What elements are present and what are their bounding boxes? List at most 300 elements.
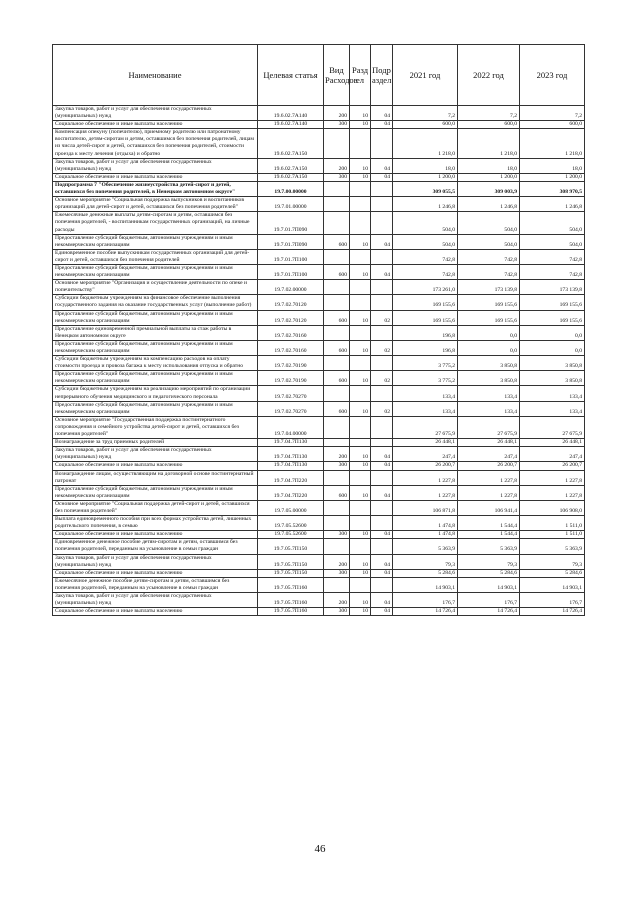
cell-section: 10 xyxy=(350,608,371,616)
cell-2021: 3 775,2 xyxy=(393,371,458,386)
cell-name: Компенсация опекуну (попечителю), приемному родителю или патронатному воспитателю, детям-сиротам и детям, оставшимся без попечения родителей, лицам из числа детей-сирот и детей, оставшихся без попечения родителей, стоимости проезда к месту лечения (отдыха) и обратно xyxy=(53,129,258,158)
cell-kind xyxy=(324,197,350,212)
cell-kind: 600 xyxy=(324,371,350,386)
cell-2022: 600,0 xyxy=(458,121,520,129)
cell-section: 10 xyxy=(350,234,371,249)
cell-name: Закупка товаров, работ и услуг для обеспечения государственных (муниципальных) нужд xyxy=(53,447,258,462)
cell-target: 19.6.02.7А140 xyxy=(258,121,324,129)
cell-subsection xyxy=(371,181,393,196)
table-row xyxy=(53,173,585,181)
cell-2021: 742,8 xyxy=(393,249,458,264)
cell-name: Основное мероприятие "Социальная поддержка выпускников и воспитанников организаций для детей-сирот и детей, оставшихся без попечения родителей" xyxy=(53,197,258,212)
table-row xyxy=(53,249,585,264)
cell-target: 19.7.02.70190 xyxy=(258,371,324,386)
cell-target: 19.7.04.7П130 xyxy=(258,439,324,447)
cell-2023: 1 200,0 xyxy=(520,173,585,181)
cell-2023: 26 200,7 xyxy=(520,462,585,470)
cell-kind: 200 xyxy=(324,106,350,121)
cell-2023: 504,0 xyxy=(520,212,585,234)
table-row xyxy=(53,439,585,447)
header-subsection: Подр аздел xyxy=(371,45,393,106)
cell-subsection xyxy=(371,129,393,158)
table-row xyxy=(53,470,585,485)
table-row xyxy=(53,577,585,592)
cell-2021: 26 200,7 xyxy=(393,462,458,470)
cell-name: Основное мероприятие "Социальная поддержка детей-сирот и детей, оставшихся без попечения родителей" xyxy=(53,500,258,515)
cell-kind xyxy=(324,295,350,310)
cell-2022: 1 227,8 xyxy=(458,485,520,500)
cell-section: 10 xyxy=(350,371,371,386)
cell-2022: 1 218,0 xyxy=(458,129,520,158)
cell-kind: 200 xyxy=(324,593,350,608)
cell-target: 19.7.02.70120 xyxy=(258,310,324,325)
cell-section xyxy=(350,295,371,310)
cell-kind: 600 xyxy=(324,264,350,279)
cell-2023: 1 227,8 xyxy=(520,485,585,500)
cell-2021: 7,2 xyxy=(393,106,458,121)
table-row xyxy=(53,593,585,608)
cell-target: 19.7.01.7П090 xyxy=(258,234,324,249)
cell-name: Выплата единовременного пособия при всех формах устройства детей, лишенных родительского попечения, в семью xyxy=(53,516,258,531)
cell-subsection: 02 xyxy=(371,371,393,386)
cell-section: 10 xyxy=(350,447,371,462)
cell-2023: 5 363,9 xyxy=(520,539,585,554)
cell-2021: 27 675,9 xyxy=(393,416,458,438)
cell-2021: 309 055,5 xyxy=(393,181,458,196)
header-2022: 2022 год xyxy=(458,45,520,106)
cell-2022: 1 200,0 xyxy=(458,173,520,181)
cell-2023: 133,4 xyxy=(520,386,585,401)
cell-target: 19.7.02.00000 xyxy=(258,280,324,295)
cell-name: Социальное обеспечение и иные выплаты населению xyxy=(53,462,258,470)
cell-2021: 176,7 xyxy=(393,593,458,608)
cell-kind: 200 xyxy=(324,554,350,569)
cell-2021: 14 726,4 xyxy=(393,608,458,616)
budget-table xyxy=(52,44,585,616)
cell-2021: 18,0 xyxy=(393,158,458,173)
cell-2023: 18,0 xyxy=(520,158,585,173)
table-row xyxy=(53,401,585,416)
cell-subsection xyxy=(371,295,393,310)
cell-2023: 1 227,8 xyxy=(520,470,585,485)
cell-2022: 106 941,4 xyxy=(458,500,520,515)
cell-kind xyxy=(324,516,350,531)
cell-name: Закупка товаров, работ и услуг для обеспечения государственных (муниципальных) нужд xyxy=(53,593,258,608)
cell-2023: 0,0 xyxy=(520,325,585,340)
cell-2023: 27 675,9 xyxy=(520,416,585,438)
cell-subsection xyxy=(371,516,393,531)
table-row xyxy=(53,539,585,554)
cell-kind: 300 xyxy=(324,531,350,539)
cell-subsection: 04 xyxy=(371,234,393,249)
cell-section: 10 xyxy=(350,340,371,355)
cell-section: 10 xyxy=(350,106,371,121)
cell-name: Предоставление единовременной премиальной выплаты за стаж работы в Ненецком автономном округе xyxy=(53,325,258,340)
cell-target: 19.7.04.7П130 xyxy=(258,447,324,462)
cell-2023: 169 155,6 xyxy=(520,295,585,310)
cell-name: Субсидии бюджетным учреждениям на финансовое обеспечение выполнения государственного задания на оказание государственных услуг (выполнение работ) xyxy=(53,295,258,310)
table-row xyxy=(53,462,585,470)
cell-2023: 600,0 xyxy=(520,121,585,129)
cell-subsection xyxy=(371,416,393,438)
cell-target: 19.7.01.00000 xyxy=(258,197,324,212)
cell-2021: 106 871,8 xyxy=(393,500,458,515)
cell-section: 10 xyxy=(350,173,371,181)
cell-section xyxy=(350,539,371,554)
cell-subsection: 04 xyxy=(371,531,393,539)
cell-name: Закупка товаров, работ и услуг для обеспечения государственных (муниципальных) нужд xyxy=(53,158,258,173)
cell-2022: 742,8 xyxy=(458,264,520,279)
table-row xyxy=(53,280,585,295)
cell-target: 19.7.05.7П150 xyxy=(258,554,324,569)
cell-2021: 504,0 xyxy=(393,234,458,249)
cell-2023: 504,0 xyxy=(520,234,585,249)
cell-2022: 247,4 xyxy=(458,447,520,462)
cell-2021: 26 448,1 xyxy=(393,439,458,447)
cell-target: 19.7.04.00000 xyxy=(258,416,324,438)
cell-subsection: 04 xyxy=(371,106,393,121)
cell-2022: 27 675,9 xyxy=(458,416,520,438)
cell-target: 19.6.02.7А150 xyxy=(258,129,324,158)
cell-kind xyxy=(324,249,350,264)
cell-2022: 5 363,9 xyxy=(458,539,520,554)
cell-section xyxy=(350,470,371,485)
cell-kind xyxy=(324,470,350,485)
cell-2023: 14 726,4 xyxy=(520,608,585,616)
budget-table-sheet xyxy=(52,44,584,616)
cell-section: 10 xyxy=(350,462,371,470)
cell-2023: 1 218,0 xyxy=(520,129,585,158)
cell-target: 19.7.04.7П220 xyxy=(258,485,324,500)
cell-2021: 79,3 xyxy=(393,554,458,569)
cell-name: Закупка товаров, работ и услуг для обеспечения государственных (муниципальных) нужд xyxy=(53,106,258,121)
cell-name: Социальное обеспечение и иные выплаты населению xyxy=(53,121,258,129)
cell-subsection xyxy=(371,386,393,401)
cell-subsection xyxy=(371,500,393,515)
cell-2022: 742,8 xyxy=(458,249,520,264)
cell-name: Основное мероприятие "Организация и осуществление деятельности по опеке и попечительству" xyxy=(53,280,258,295)
cell-kind: 600 xyxy=(324,401,350,416)
table-row xyxy=(53,516,585,531)
cell-2022: 133,4 xyxy=(458,401,520,416)
cell-2023: 1 511,0 xyxy=(520,516,585,531)
cell-2022: 309 003,9 xyxy=(458,181,520,196)
table-row xyxy=(53,121,585,129)
header-target: Целевая статья xyxy=(258,45,324,106)
cell-2021: 504,0 xyxy=(393,212,458,234)
cell-2023: 247,4 xyxy=(520,447,585,462)
table-row xyxy=(53,212,585,234)
cell-2021: 1 474,8 xyxy=(393,531,458,539)
cell-2022: 3 850,8 xyxy=(458,371,520,386)
cell-subsection xyxy=(371,197,393,212)
cell-2022: 133,4 xyxy=(458,386,520,401)
cell-section xyxy=(350,212,371,234)
cell-2021: 133,4 xyxy=(393,386,458,401)
cell-2022: 173 139,8 xyxy=(458,280,520,295)
cell-section: 10 xyxy=(350,158,371,173)
cell-target: 19.7.00.00000 xyxy=(258,181,324,196)
cell-name: Предоставление субсидий бюджетным, автономным учреждениям и иным некоммерческим организациям xyxy=(53,310,258,325)
cell-2021: 5 284,6 xyxy=(393,569,458,577)
cell-2021: 196,8 xyxy=(393,325,458,340)
cell-section xyxy=(350,325,371,340)
cell-target: 19.7.02.70160 xyxy=(258,340,324,355)
cell-2022: 7,2 xyxy=(458,106,520,121)
cell-target: 19.7.05.7П160 xyxy=(258,577,324,592)
cell-kind: 600 xyxy=(324,340,350,355)
cell-section xyxy=(350,500,371,515)
cell-name: Вознаграждение за труд приемных родителей xyxy=(53,439,258,447)
cell-2021: 247,4 xyxy=(393,447,458,462)
cell-target: 19.7.05.52600 xyxy=(258,531,324,539)
cell-2023: 308 970,5 xyxy=(520,181,585,196)
table-row xyxy=(53,356,585,371)
cell-subsection xyxy=(371,212,393,234)
cell-kind xyxy=(324,325,350,340)
cell-2023: 0,0 xyxy=(520,340,585,355)
table-row xyxy=(53,500,585,515)
cell-kind xyxy=(324,129,350,158)
cell-kind xyxy=(324,416,350,438)
cell-2022: 504,0 xyxy=(458,234,520,249)
cell-target: 19.7.01.7П090 xyxy=(258,212,324,234)
cell-section xyxy=(350,516,371,531)
cell-kind xyxy=(324,500,350,515)
cell-target: 19.6.02.7А150 xyxy=(258,158,324,173)
cell-name: Единовременное денежное пособие детям-сиротам и детям, оставшимся без попечения родителей, переданным на усыновление в семьи граждан xyxy=(53,539,258,554)
table-header xyxy=(53,45,585,106)
cell-target: 19.7.02.70120 xyxy=(258,295,324,310)
cell-section: 10 xyxy=(350,531,371,539)
table-row xyxy=(53,531,585,539)
header-2023: 2023 год xyxy=(520,45,585,106)
cell-subsection: 04 xyxy=(371,554,393,569)
cell-name: Вознаграждение лицам, осуществляющим на договорной основе постинтернатный патронат xyxy=(53,470,258,485)
cell-section xyxy=(350,197,371,212)
cell-kind: 300 xyxy=(324,608,350,616)
cell-name: Субсидии бюджетным учреждениям на компенсацию расходов на оплату стоимости проезда и провоза багажа к месту использования отпуска и обратно xyxy=(53,356,258,371)
cell-2021: 3 775,2 xyxy=(393,356,458,371)
table-body xyxy=(53,106,585,616)
cell-name: Закупка товаров, работ и услуг для обеспечения государственных (муниципальных) нужд xyxy=(53,554,258,569)
cell-name: Субсидии бюджетным учреждениям на реализацию мероприятий по организации непрерывного обучения медицинского и педагогического персонала xyxy=(53,386,258,401)
cell-kind xyxy=(324,386,350,401)
table-row xyxy=(53,106,585,121)
cell-2021: 742,8 xyxy=(393,264,458,279)
cell-2022: 26 448,1 xyxy=(458,439,520,447)
cell-kind: 200 xyxy=(324,158,350,173)
cell-kind xyxy=(324,356,350,371)
cell-target: 19.7.02.70270 xyxy=(258,386,324,401)
cell-section: 10 xyxy=(350,401,371,416)
page-number: 46 xyxy=(314,843,326,855)
cell-2023: 169 155,6 xyxy=(520,310,585,325)
table-row xyxy=(53,197,585,212)
cell-name: Предоставление субсидий бюджетным, автономным учреждениям и иным некоммерческим организациям xyxy=(53,485,258,500)
cell-section: 10 xyxy=(350,121,371,129)
cell-subsection: 02 xyxy=(371,340,393,355)
cell-subsection: 04 xyxy=(371,608,393,616)
cell-section xyxy=(350,416,371,438)
cell-2022: 1 544,4 xyxy=(458,531,520,539)
cell-name: Предоставление субсидий бюджетным, автономным учреждениям и иным некоммерческим организациям xyxy=(53,340,258,355)
cell-2022: 176,7 xyxy=(458,593,520,608)
header-kind: Вид Расходов xyxy=(324,45,350,106)
cell-target: 19.7.01.7П100 xyxy=(258,264,324,279)
cell-target: 19.6.02.7А140 xyxy=(258,106,324,121)
cell-2021: 1 246,8 xyxy=(393,197,458,212)
table-row xyxy=(53,371,585,386)
cell-2023: 1 246,8 xyxy=(520,197,585,212)
cell-target: 19.7.05.7П150 xyxy=(258,569,324,577)
cell-2021: 133,4 xyxy=(393,401,458,416)
cell-target: 19.7.05.00000 xyxy=(258,500,324,515)
cell-name: Социальное обеспечение и иные выплаты населению xyxy=(53,569,258,577)
cell-section xyxy=(350,129,371,158)
table-row xyxy=(53,340,585,355)
cell-name: Предоставление субсидий бюджетным, автономным учреждениям и иным некоммерческим организациям xyxy=(53,264,258,279)
cell-target: 19.7.05.7П160 xyxy=(258,593,324,608)
cell-2021: 1 227,8 xyxy=(393,485,458,500)
cell-2023: 106 908,0 xyxy=(520,500,585,515)
cell-2023: 133,4 xyxy=(520,401,585,416)
cell-kind xyxy=(324,212,350,234)
cell-subsection: 04 xyxy=(371,158,393,173)
cell-2022: 504,0 xyxy=(458,212,520,234)
table-row xyxy=(53,129,585,158)
cell-name: Ежемесячное денежное пособие детям-сиротам и детям, оставшимся без попечения родителей, переданным на усыновление в семьи граждан xyxy=(53,577,258,592)
cell-2023: 79,3 xyxy=(520,554,585,569)
cell-2021: 196,8 xyxy=(393,340,458,355)
cell-subsection: 04 xyxy=(371,447,393,462)
cell-2022: 14 726,4 xyxy=(458,608,520,616)
cell-subsection xyxy=(371,470,393,485)
cell-section xyxy=(350,181,371,196)
cell-2022: 18,0 xyxy=(458,158,520,173)
cell-target: 19.7.02.70270 xyxy=(258,401,324,416)
cell-2021: 1 200,0 xyxy=(393,173,458,181)
cell-2022: 3 850,8 xyxy=(458,356,520,371)
cell-2023: 5 284,6 xyxy=(520,569,585,577)
cell-kind xyxy=(324,280,350,295)
cell-subsection: 04 xyxy=(371,173,393,181)
cell-2023: 1 511,0 xyxy=(520,531,585,539)
cell-2023: 173 139,8 xyxy=(520,280,585,295)
header-2021: 2021 год xyxy=(393,45,458,106)
cell-subsection: 02 xyxy=(371,401,393,416)
cell-section: 10 xyxy=(350,569,371,577)
cell-2022: 1 544,4 xyxy=(458,516,520,531)
cell-2023: 742,8 xyxy=(520,264,585,279)
table-row xyxy=(53,325,585,340)
cell-2021: 1 218,0 xyxy=(393,129,458,158)
cell-kind: 600 xyxy=(324,310,350,325)
cell-2022: 79,3 xyxy=(458,554,520,569)
table-row xyxy=(53,181,585,196)
cell-kind: 300 xyxy=(324,569,350,577)
cell-subsection xyxy=(371,577,393,592)
cell-section: 10 xyxy=(350,485,371,500)
cell-subsection xyxy=(371,249,393,264)
cell-target: 19.7.05.52600 xyxy=(258,516,324,531)
cell-2022: 169 155,6 xyxy=(458,310,520,325)
cell-section xyxy=(350,439,371,447)
table-row xyxy=(53,295,585,310)
cell-kind xyxy=(324,539,350,554)
cell-subsection xyxy=(371,539,393,554)
cell-2023: 26 448,1 xyxy=(520,439,585,447)
cell-section xyxy=(350,280,371,295)
cell-section xyxy=(350,356,371,371)
table-row xyxy=(53,554,585,569)
cell-subsection: 04 xyxy=(371,121,393,129)
cell-subsection xyxy=(371,356,393,371)
cell-2021: 14 903,1 xyxy=(393,577,458,592)
cell-2021: 1 227,8 xyxy=(393,470,458,485)
cell-name: Социальное обеспечение и иные выплаты населению xyxy=(53,531,258,539)
cell-subsection xyxy=(371,439,393,447)
cell-subsection: 04 xyxy=(371,462,393,470)
table-row xyxy=(53,608,585,616)
header-name: Наименование xyxy=(53,45,258,106)
cell-subsection: 04 xyxy=(371,569,393,577)
cell-name: Подпрограмма 7 "Обеспечение жизнеустройства детей-сирот и детей, оставшихся без попечения родителей, в Ненецком автономном округе" xyxy=(53,181,258,196)
cell-2022: 169 155,6 xyxy=(458,295,520,310)
cell-2021: 169 155,6 xyxy=(393,310,458,325)
cell-name: Предоставление субсидий бюджетным, автономным учреждениям и иным некоммерческим организациям xyxy=(53,401,258,416)
table-row xyxy=(53,416,585,438)
cell-2022: 0,0 xyxy=(458,325,520,340)
cell-subsection xyxy=(371,325,393,340)
cell-kind: 300 xyxy=(324,462,350,470)
cell-kind xyxy=(324,577,350,592)
cell-section: 10 xyxy=(350,554,371,569)
cell-subsection: 04 xyxy=(371,485,393,500)
cell-name: Ежемесячные денежные выплаты детям-сиротам и детям, оставшимся без попечения родителей, - воспитанникам государственных организаций, на личные расходы xyxy=(53,212,258,234)
cell-2022: 1 227,8 xyxy=(458,470,520,485)
cell-2021: 173 261,0 xyxy=(393,280,458,295)
cell-2023: 176,7 xyxy=(520,593,585,608)
cell-kind: 300 xyxy=(324,173,350,181)
cell-target: 19.7.01.7П100 xyxy=(258,249,324,264)
cell-name: Предоставление субсидий бюджетным, автономным учреждениям и иным некоммерческим организациям xyxy=(53,371,258,386)
table-row xyxy=(53,264,585,279)
cell-target: 19.7.02.70190 xyxy=(258,356,324,371)
cell-kind: 300 xyxy=(324,121,350,129)
cell-2023: 742,8 xyxy=(520,249,585,264)
table-row xyxy=(53,158,585,173)
cell-2023: 3 850,8 xyxy=(520,356,585,371)
cell-kind: 600 xyxy=(324,234,350,249)
cell-kind xyxy=(324,181,350,196)
cell-target: 19.7.05.7П150 xyxy=(258,539,324,554)
cell-2023: 14 903,1 xyxy=(520,577,585,592)
cell-subsection: 04 xyxy=(371,593,393,608)
cell-subsection: 04 xyxy=(371,264,393,279)
cell-section: 10 xyxy=(350,310,371,325)
cell-kind: 600 xyxy=(324,485,350,500)
cell-name: Единовременное пособие выпускникам государственных организаций для детей-сирот и детей, оставшихся без попечения родителей xyxy=(53,249,258,264)
header-section: Разд ел xyxy=(350,45,371,106)
cell-section: 10 xyxy=(350,593,371,608)
table-row xyxy=(53,310,585,325)
cell-2022: 14 903,1 xyxy=(458,577,520,592)
cell-2022: 1 246,8 xyxy=(458,197,520,212)
cell-section: 10 xyxy=(350,264,371,279)
table-row xyxy=(53,447,585,462)
table-row xyxy=(53,386,585,401)
